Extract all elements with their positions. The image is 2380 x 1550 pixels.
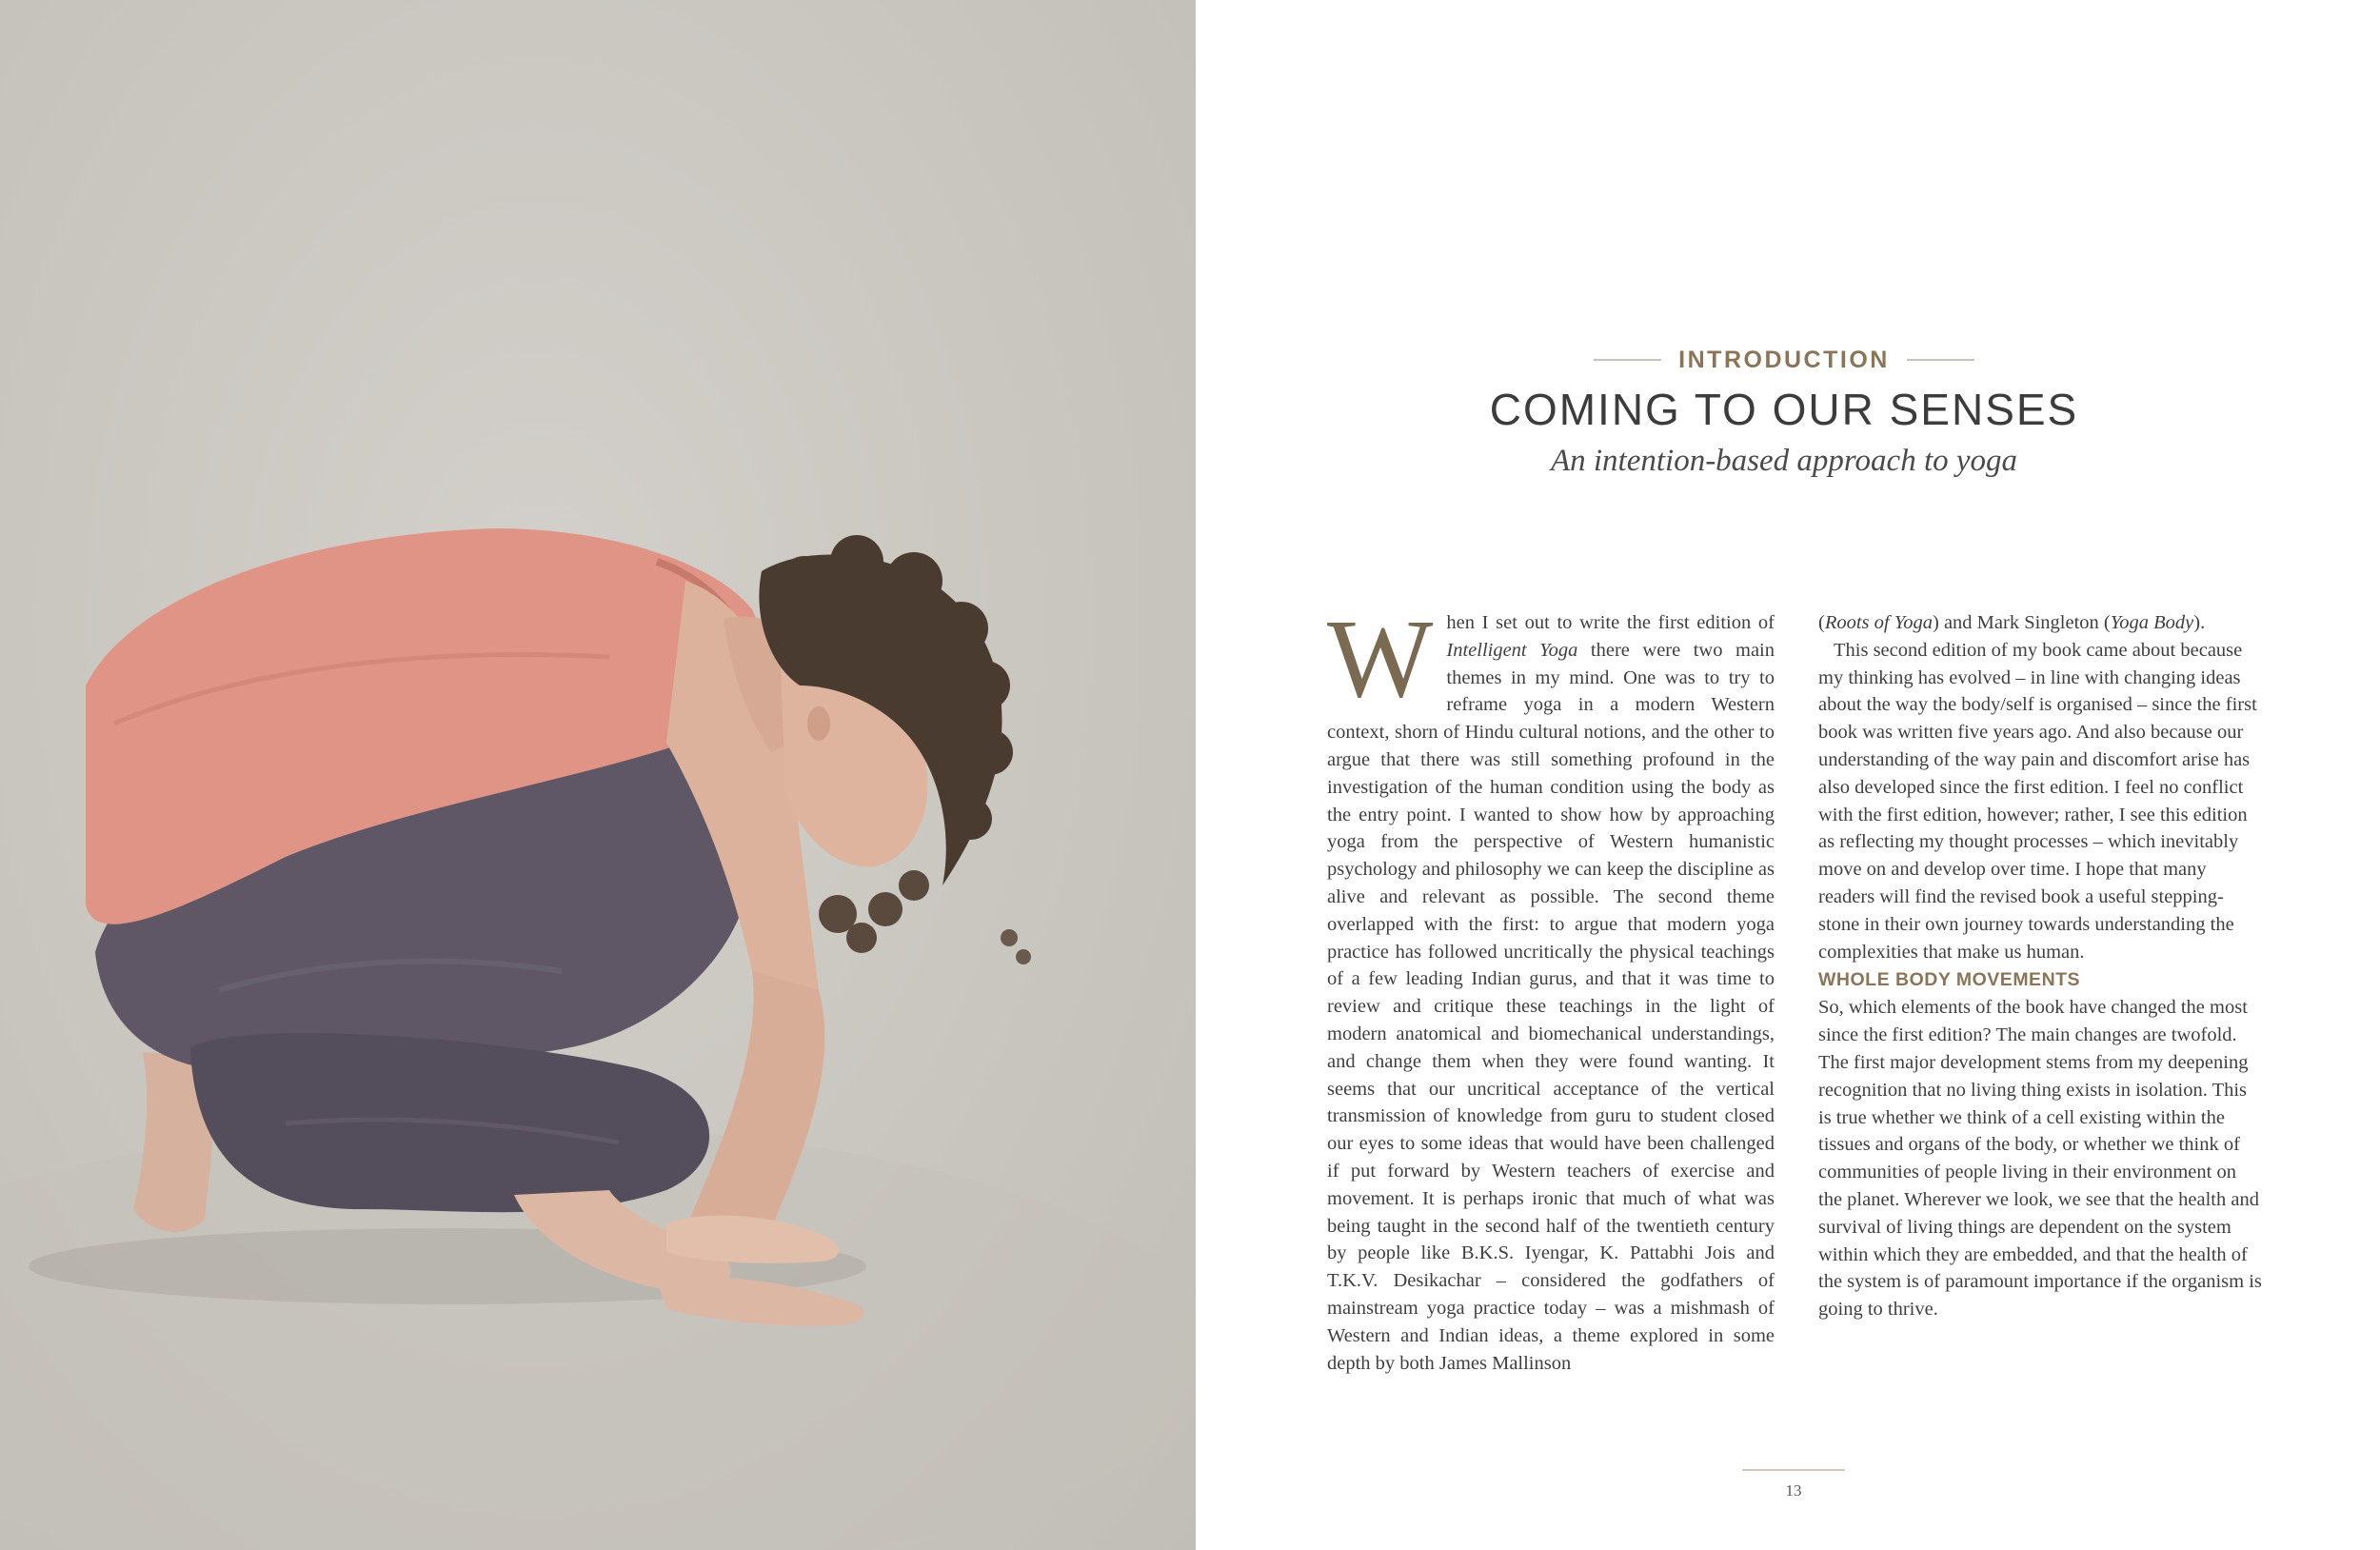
second-edition-paragraph: This second edition of my book came about because my thinking has evolved – in line with changing ideas about the way the body/self is organised – since the first book was written five years ago. And also because our understanding of the way pain and discomfort arise has also developed since the first edition. I feel no conflict with the first edition, however; rather, I see this edition as reflecting my thought processes – which inevitably move on and develop over time. I hope that many readers will find the revised book a useful stepping-stone in their own journey towards understanding the complexities that make us human. xyxy=(1818,639,2257,963)
body-column-right xyxy=(1818,609,2264,1323)
open-paren: ( xyxy=(1818,612,1825,633)
kicker-rule-right xyxy=(1907,359,1974,361)
continued-paragraph xyxy=(1818,609,2264,637)
kicker-rule-left xyxy=(1594,359,1661,361)
book-title-roots-of-yoga: Roots of Yoga xyxy=(1824,612,1933,633)
section-subhead: WHOLE BODY MOVEMENTS xyxy=(1818,969,2081,991)
text-page xyxy=(1196,0,2380,1550)
chapter-subtitle: An intention-based approach to yoga xyxy=(1550,444,2018,478)
whole-body-paragraph: So, which elements of the book have changed the most since the first edition? The main changes are twofold. The first major development stems from my deepening recognition that no living thing exists in isolation. This is true whether we think of a cell existing within the tissues and organs of the body, or whether we think of communities of people living in their environment on the planet. Wherever we look, we see that the health and survival of living things are dependent on the system within which they are embedded, and that the health of the system is of paramount importance if the organism is going to thrive. xyxy=(1818,997,2262,1321)
book-title-intelligent-yoga: Intelligent Yoga xyxy=(1446,639,1578,661)
continued-close: ). xyxy=(2193,612,2206,633)
body-column-left xyxy=(1327,596,1775,1377)
drop-cap: W xyxy=(1327,596,1434,721)
folio-rule xyxy=(1742,1469,1845,1471)
opening-paragraph xyxy=(1327,596,1775,1377)
chapter-kicker: INTRODUCTION xyxy=(1678,346,1890,373)
book-title-yoga-body: Yoga Body xyxy=(2110,612,2194,633)
ear xyxy=(807,706,830,741)
opening-text-a: hen I set out to write the first edition of xyxy=(1446,612,1775,633)
page-number: 13 xyxy=(1785,1481,1802,1500)
chapter-title: COMING TO OUR SENSES xyxy=(1489,385,2079,434)
chapter-kicker-row xyxy=(1594,343,1974,377)
continued-text: ) and Mark Singleton ( xyxy=(1933,612,2111,633)
opening-text-b: there were two main themes in my mind. One was to try to reframe yoga in a modern Western context, shorn of Hindu cultural notions, and the other to argue that there was still something profound in the investigation of the human condition using the body as the entry point. I wanted to show how by approaching yoga from the perspective of Western humanistic psychology and philosophy we can keep the discipline as alive and relevant as possible. The second theme overlapped with the first: to argue that modern yoga practice has followed uncritically the physical teachings of a few leading Indian gurus, and that it was time to review and critique these teachings in the light of modern anatomical and biomechanical understandings, and change them when they were found wanting. It seems that our uncritical acceptance of the vertical transmission of knowledge from guru to student closed our eyes to some ideas that would have been challenged if put forward by Western teachers of exercise and movement. It is perhaps ironic that much of what was being taught in the second half of the twentieth century by people like B.K.S. Iyengar, K. Pattabhi Jois and T.K.V. Desikachar – considered the godfathers of mainstream yoga practice today – was a mishmash of Western and Indian ideas, a theme explored in some depth by both James Mallinson xyxy=(1327,639,1775,1374)
